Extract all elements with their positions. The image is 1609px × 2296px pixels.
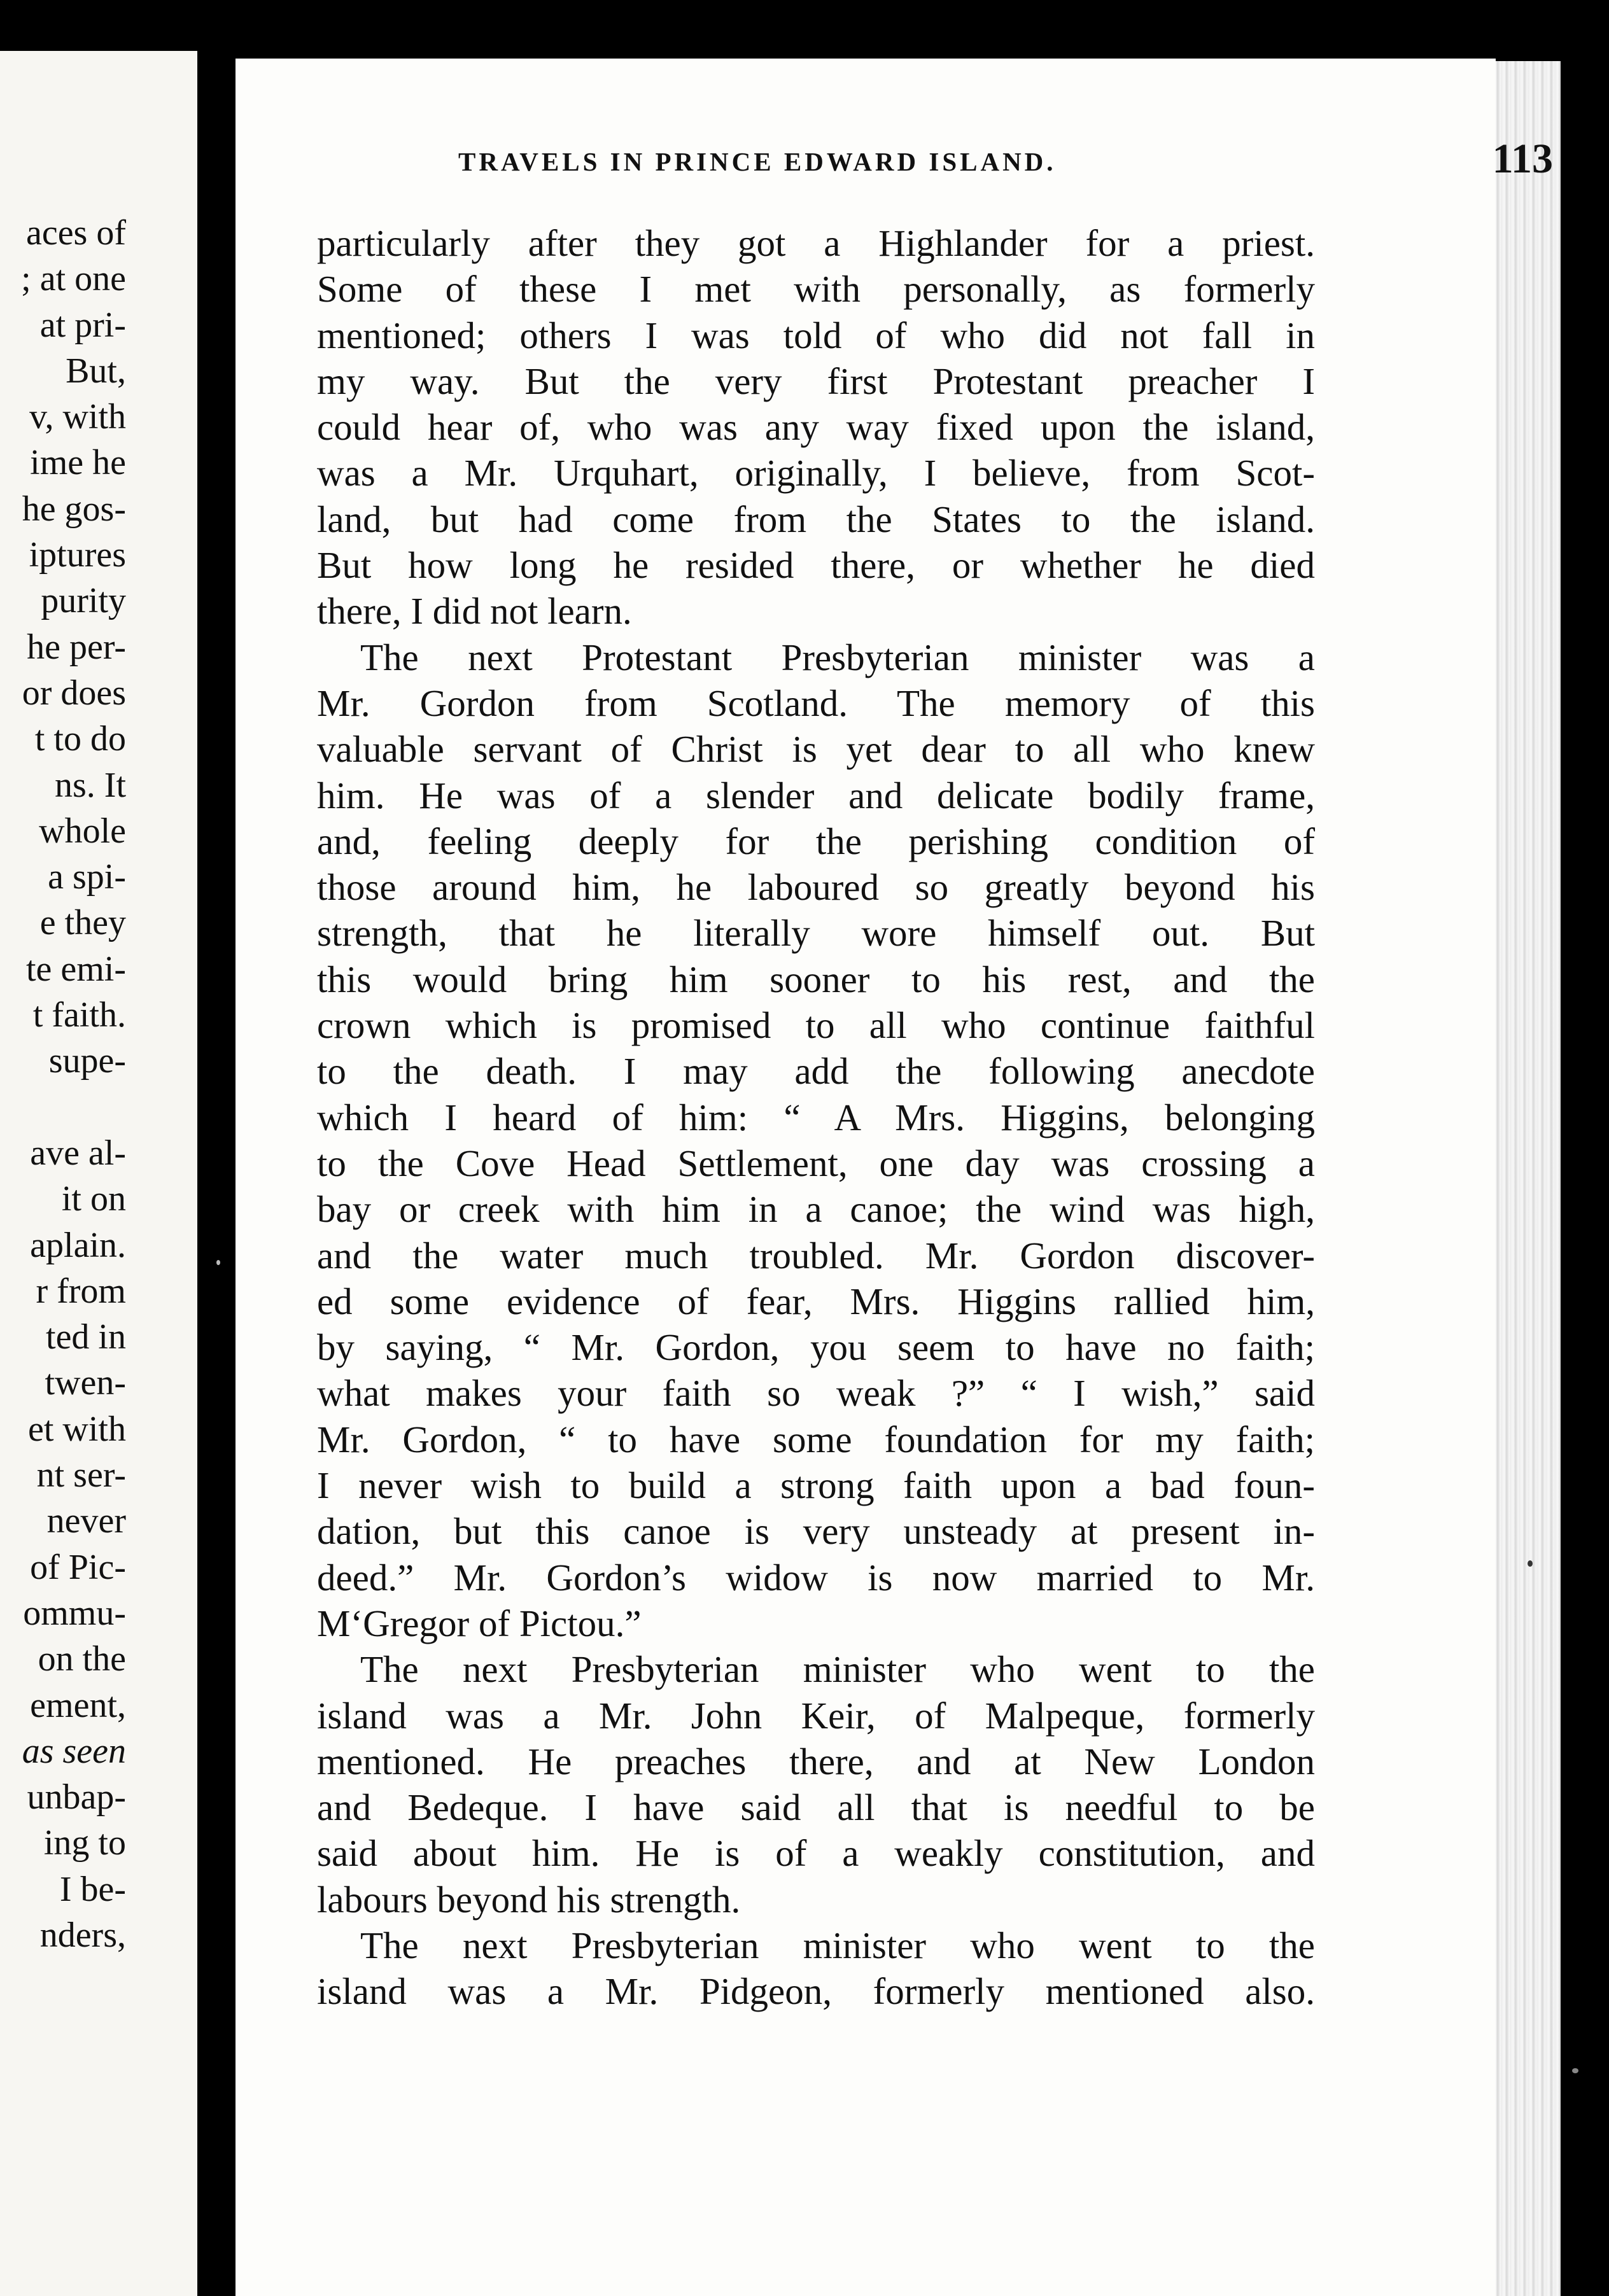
text-line: Some of these I met with personally, as formerly bbox=[317, 268, 1315, 311]
left-page-line: he per- bbox=[27, 627, 126, 667]
text-line: I never wish to build a strong faith upon a bad foun- bbox=[317, 1464, 1315, 1507]
left-page-line: purity bbox=[41, 581, 126, 621]
left-page-line: ime he bbox=[30, 443, 126, 483]
text-line: those around him, he laboured so greatly beyond his bbox=[317, 866, 1315, 909]
left-page-line: ns. It bbox=[55, 765, 126, 805]
left-page-line: never bbox=[46, 1501, 126, 1541]
left-page-line: nders, bbox=[39, 1915, 126, 1955]
main-page bbox=[235, 59, 1553, 2296]
left-page-line: whole bbox=[39, 811, 126, 851]
text-line: was a Mr. Urquhart, originally, I believe, from Scot- bbox=[317, 452, 1315, 494]
text-line: M‘Gregor of Pictou.” bbox=[317, 1602, 642, 1644]
left-page-line: at pri- bbox=[39, 305, 126, 345]
left-page-line: he gos- bbox=[22, 489, 126, 529]
text-line: ed some evidence of fear, Mrs. Higgins rallied him, bbox=[317, 1280, 1315, 1322]
text-line: The next Presbyterian minister who went to the bbox=[360, 1924, 1315, 1966]
left-page-text bbox=[5, 210, 126, 1958]
left-page-line: a spi- bbox=[48, 857, 126, 897]
left-page-line: ave al- bbox=[30, 1133, 126, 1173]
text-line: mentioned; others I was told of who did not fall in bbox=[317, 314, 1315, 356]
text-line: The next Protestant Presbyterian minister was a bbox=[360, 636, 1315, 678]
left-page-line: r from bbox=[36, 1271, 126, 1311]
left-page-line: ommu- bbox=[23, 1593, 126, 1633]
text-line: and Bedeque. I have said all that is needful to be bbox=[317, 1786, 1315, 1829]
text-line: particularly after they got a Highlander for a priest. bbox=[317, 222, 1315, 264]
left-page-line: ; at one bbox=[21, 259, 126, 299]
left-page-line: ing to bbox=[43, 1823, 126, 1863]
left-page-line: or does bbox=[22, 673, 126, 713]
left-page-line: as seen bbox=[22, 1731, 126, 1771]
text-line: dation, but this canoe is very unsteady at present in- bbox=[317, 1510, 1315, 1553]
text-line: him. He was of a slender and delicate bodily frame, bbox=[317, 774, 1315, 816]
text-line: strength, that he literally wore himself out. But bbox=[317, 912, 1315, 955]
left-page-line: of Pic- bbox=[30, 1547, 126, 1587]
text-line: and the water much troubled. Mr. Gordon discover- bbox=[317, 1234, 1315, 1277]
left-page-line: iptures bbox=[29, 535, 126, 575]
left-page-line: twen- bbox=[45, 1363, 126, 1403]
running-head bbox=[458, 132, 1553, 183]
text-line: this would bring him sooner to his rest, and the bbox=[317, 958, 1315, 1000]
text-line: crown which is promised to all who continue faithful bbox=[317, 1004, 1315, 1047]
left-facing-page bbox=[0, 51, 197, 2296]
body-text bbox=[317, 220, 1315, 2015]
text-line: island was a Mr. John Keir, of Malpeque, formerly bbox=[317, 1694, 1315, 1737]
text-line: what makes your faith so weak ?” “ I wish,” said bbox=[317, 1372, 1315, 1415]
left-page-line: v, with bbox=[29, 397, 126, 437]
left-page-line: aces of bbox=[25, 213, 126, 253]
left-page-line: ement, bbox=[30, 1685, 126, 1725]
ink-speck bbox=[1572, 2068, 1578, 2073]
left-page-line: supe- bbox=[48, 1041, 126, 1081]
text-line: bay or creek with him in a canoe; the wind was high, bbox=[317, 1188, 1315, 1231]
left-page-line: nt ser- bbox=[36, 1455, 126, 1495]
text-line: But how long he resided there, or whether he died bbox=[317, 544, 1315, 587]
left-page-line: t faith. bbox=[32, 995, 126, 1035]
left-page-line: unbap- bbox=[27, 1777, 126, 1817]
text-line: there, I did not learn. bbox=[317, 590, 632, 633]
text-line: my way. But the very first Protestant preacher I bbox=[317, 360, 1315, 402]
left-page-line: on the bbox=[38, 1639, 126, 1679]
left-page-line bbox=[5, 1084, 126, 1130]
ink-speck bbox=[216, 1260, 220, 1265]
text-line: mentioned. He preaches there, and at New London bbox=[317, 1740, 1315, 1782]
text-line: Mr. Gordon from Scotland. The memory of this bbox=[317, 682, 1315, 724]
ink-speck bbox=[1528, 1560, 1533, 1567]
text-line: and, feeling deeply for the perishing condition of bbox=[317, 820, 1315, 862]
left-page-line: te emi- bbox=[25, 949, 126, 989]
page-number: 113 bbox=[1492, 136, 1553, 182]
left-page-line: ted in bbox=[46, 1317, 126, 1357]
text-line: which I heard of him: “ A Mrs. Higgins, belonging bbox=[317, 1096, 1315, 1138]
left-page-line: But, bbox=[66, 351, 126, 391]
left-page-line: aplain. bbox=[30, 1225, 126, 1265]
text-line: could hear of, who was any way fixed upon the island, bbox=[317, 406, 1315, 449]
left-page-line: e they bbox=[39, 903, 126, 943]
text-line: land, but had come from the States to the island. bbox=[317, 498, 1315, 540]
text-line: Mr. Gordon, “ to have some foundation for my faith; bbox=[317, 1418, 1315, 1460]
text-line: said about him. He is of a weakly constitution, and bbox=[317, 1832, 1315, 1875]
running-title: TRAVELS IN PRINCE EDWARD ISLAND. bbox=[458, 147, 1057, 176]
text-line: to the death. I may add the following anecdote bbox=[317, 1050, 1315, 1093]
left-page-line: it on bbox=[61, 1179, 126, 1219]
left-page-line: t to do bbox=[34, 719, 126, 759]
left-page-line: et with bbox=[28, 1409, 126, 1449]
text-line: to the Cove Head Settlement, one day was crossing a bbox=[317, 1142, 1315, 1184]
text-line: by saying, “ Mr. Gordon, you seem to have no faith; bbox=[317, 1326, 1315, 1369]
text-line: island was a Mr. Pidgeon, formerly mentioned also. bbox=[317, 1970, 1315, 2013]
text-line: deed.” Mr. Gordon’s widow is now married to Mr. bbox=[317, 1556, 1315, 1599]
left-page-line: I be- bbox=[59, 1869, 126, 1909]
text-line: The next Presbyterian minister who went to the bbox=[360, 1648, 1315, 1691]
text-line: labours beyond his strength. bbox=[317, 1878, 741, 1921]
text-line: valuable servant of Christ is yet dear to all who knew bbox=[317, 728, 1315, 771]
